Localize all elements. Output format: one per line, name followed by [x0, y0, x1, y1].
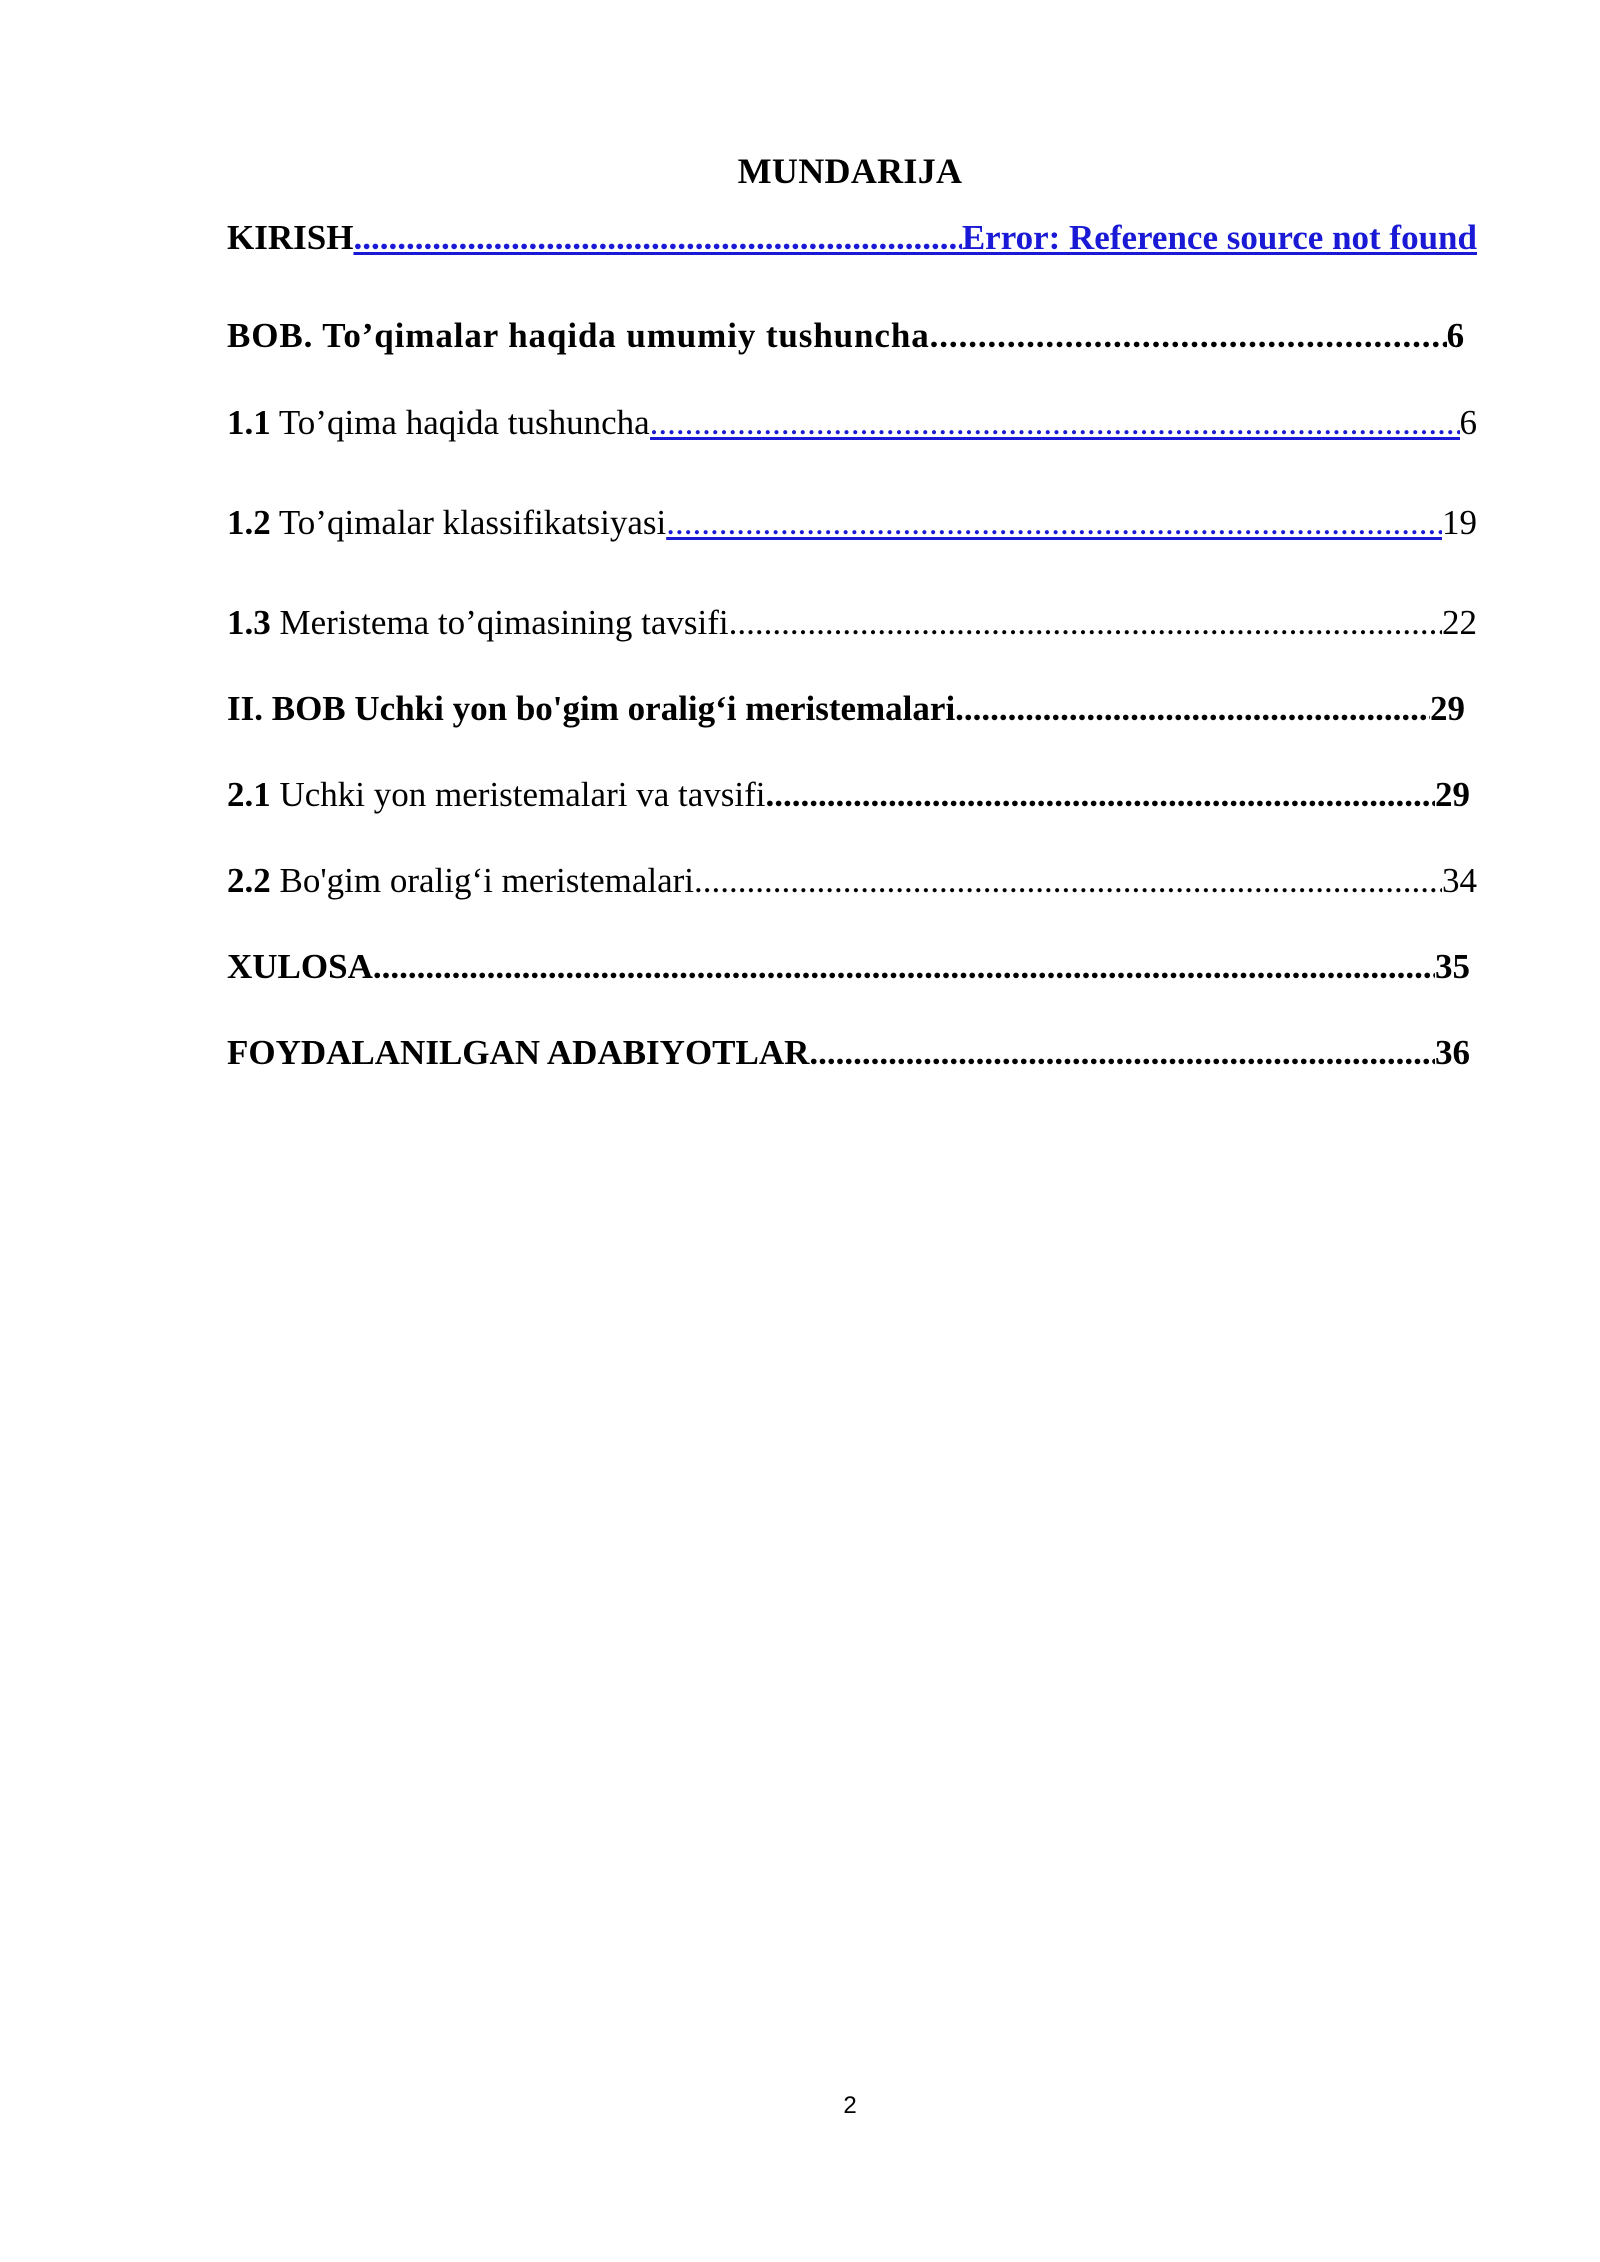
toc-label: KIRISH [227, 218, 354, 257]
toc-leader-dots [353, 218, 961, 258]
toc-entry-1-1[interactable] [227, 403, 1477, 443]
toc-label: BOB. To’qimalar haqida umumiy tushuncha [227, 316, 930, 355]
toc-leader-dots [955, 689, 1430, 729]
toc-label: II. BOB Uchki yon bo'gim oralig‘i meristemalari [227, 689, 956, 728]
toc-page-number: 36 [1435, 1033, 1470, 1072]
toc-entry-kirish[interactable] [227, 218, 1477, 258]
toc-label [227, 503, 666, 543]
toc-leader-dots [666, 503, 1442, 543]
toc-entry-2-2[interactable] [227, 861, 1477, 901]
toc-entry-1-2[interactable] [227, 503, 1477, 543]
toc-page-number: 29 [1435, 775, 1470, 814]
toc-section-title: To’qimalar klassifikatsiyasi [270, 503, 667, 542]
toc-label: FOYDALANILGAN ADABIYOTLAR [227, 1033, 810, 1072]
toc-section-number: 2.2 [227, 861, 271, 900]
toc-entry-adabiyotlar[interactable] [227, 1033, 1470, 1073]
toc-section-number: 2.1 [227, 775, 271, 814]
toc-section-number: 1.3 [227, 603, 271, 642]
toc-entry-2-1[interactable] [227, 775, 1470, 815]
toc-leader-dots [765, 775, 1435, 815]
toc-label: XULOSA [227, 947, 373, 986]
toc-leader-dots [373, 947, 1435, 987]
toc-entry-bob-2[interactable] [227, 689, 1465, 729]
page-number: 2 [843, 2092, 857, 2119]
toc-page-number: 22 [1442, 603, 1477, 642]
toc-section-title: Bo'gim oralig‘i meristemalari [270, 861, 695, 900]
toc-entry-1-3[interactable] [227, 603, 1477, 643]
toc-label [227, 775, 765, 815]
toc-section-title: Meristema to’qimasining tavsifi [270, 603, 729, 642]
toc-page-number: 6 [1459, 403, 1477, 442]
toc-section-title: Uchki yon meristemalari va tavsifi [270, 775, 766, 814]
toc-page-number: 6 [1446, 316, 1465, 355]
toc-reference-error-link[interactable]: Error: Reference source not found [961, 218, 1477, 257]
toc-label [227, 861, 694, 901]
toc-page-number: 35 [1435, 947, 1470, 986]
toc-label [227, 603, 729, 643]
toc-leader-dots [694, 861, 1442, 901]
toc-leader-dots [809, 1033, 1435, 1073]
toc-section-number: 1.2 [227, 503, 271, 542]
toc-entry-bob-1[interactable] [227, 316, 1465, 356]
toc-title: MUNDARIJA [737, 151, 963, 191]
toc-entry-xulosa[interactable] [227, 947, 1470, 987]
toc-page-number: 19 [1442, 503, 1477, 542]
toc-leader-dots [930, 316, 1447, 356]
toc-section-number: 1.1 [227, 403, 271, 442]
toc-page-number: 34 [1442, 861, 1477, 900]
toc-page-number: 29 [1430, 689, 1465, 728]
toc-section-title: To’qima haqida tushuncha [270, 403, 650, 442]
toc-leader-dots [729, 603, 1442, 643]
toc-label [227, 403, 650, 443]
toc-leader-dots [650, 403, 1460, 443]
